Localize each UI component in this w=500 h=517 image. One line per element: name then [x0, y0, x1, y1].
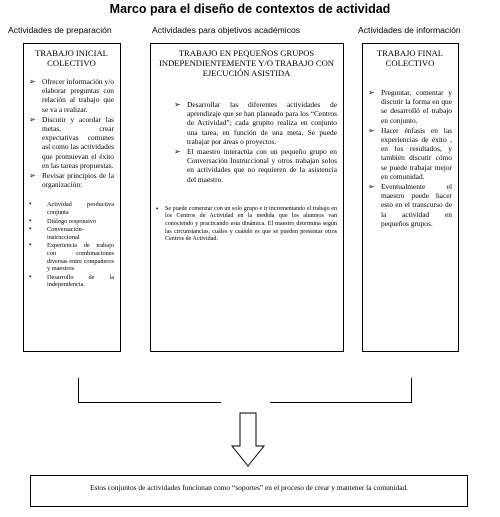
- box-final-collective: [362, 43, 459, 352]
- list-item: ➢ Hacer énfasis en las experiencias de éxito , en los resultados, y también discutir cómo se puede trabajar mejor en comunidad.: [368, 126, 452, 181]
- list-item: ➢ Revisar principios de la organización:: [29, 171, 114, 189]
- list-item: • Actividad productiva conjunta: [29, 201, 114, 216]
- list-item: • Desarrollo de la independencia.: [29, 274, 114, 289]
- box-title-initial: TRABAJO INICIAL COLECTIVO: [35, 48, 108, 68]
- connector-right-vertical: [411, 378, 412, 403]
- list-item: • Experiencia de trabajo con combinaciones diversas entre compañeros y maestros: [29, 242, 114, 272]
- small-groups-note: • Se puede comenzar con un solo grupo e ir incrementando el trabajo en los Centros de Actividad en la medida que los alumnos van conociendo y practicando esta dinámica. El maestro determina según las circunstancias, cuáles y cuándo es que se pueden presentar otros Centros de Actividad.: [156, 206, 337, 244]
- column-header-academic: Actividades para objetivos académicos: [152, 25, 301, 35]
- footer-summary-box: [30, 475, 468, 507]
- list-item: ➢ Desarrollar las diferentes actividades de aprendizaje que se han planeado para los “Centros de Actividad”; cada grupito realiza en conjunto una tarea, en función de una meta. Se puede trabajar por áreas o proyectos.: [174, 100, 337, 146]
- list-item: ➢ El maestro interactúa con un pequeño grupo en Conversación Instruccional y otros trabajan solos en actividades que no requieren de la asistencia del maestro.: [174, 147, 337, 184]
- box-title-final: TRABAJO FINAL COLECTIVO: [376, 48, 444, 68]
- connector-left-vertical: [78, 378, 79, 402]
- small-groups-activity-list: [156, 100, 337, 184]
- list-item: ➢ Ofrecer información y/o elaborar preguntas con relación al trabajo que se va a realizar.: [29, 77, 114, 114]
- footer-summary-text: Estos conjuntos de actividades funcionan como “soportes” en el proceso de crear y mantener la comunidad.: [89, 483, 409, 492]
- principles-list: [29, 201, 114, 289]
- final-activity-list: [368, 88, 452, 228]
- column-header-information: Actividades de información: [358, 25, 461, 35]
- list-item: • Conversación-instruccional: [29, 226, 114, 241]
- box-title-small-groups: TRABAJO EN PEQUEÑOS GRUPOS INDEPENDIENTEMENTE Y/O TRABAJO CON EJECUCIÓN ASISTIDA: [159, 48, 334, 78]
- list-item: ➢ Eventualmente el maestro puede hacer esto en el transcurso de la actividad en pequeños grupos.: [368, 182, 452, 228]
- column-header-preparation: Actividades de preparación: [8, 25, 112, 35]
- down-arrow-icon: [230, 412, 266, 468]
- list-item: • Diálogo responsivo: [29, 218, 114, 226]
- connector-left-horizontal: [78, 402, 221, 403]
- initial-activity-list: [29, 77, 114, 189]
- list-item: ➢ Preguntar, comentar y discutir la forma en que se desarrolló el trabajo en conjunto.: [368, 88, 452, 125]
- box-small-groups: [150, 43, 344, 352]
- connector-right-horizontal: [270, 402, 412, 403]
- box-initial-collective: [23, 43, 121, 352]
- diagram-title: Marco para el diseño de contextos de actividad: [109, 2, 391, 16]
- list-item: ➢ Discutir y acordar las metas, crear expectativas comunes así como las actividades que promuevan el éxito en las tareas propuestas.: [29, 115, 114, 170]
